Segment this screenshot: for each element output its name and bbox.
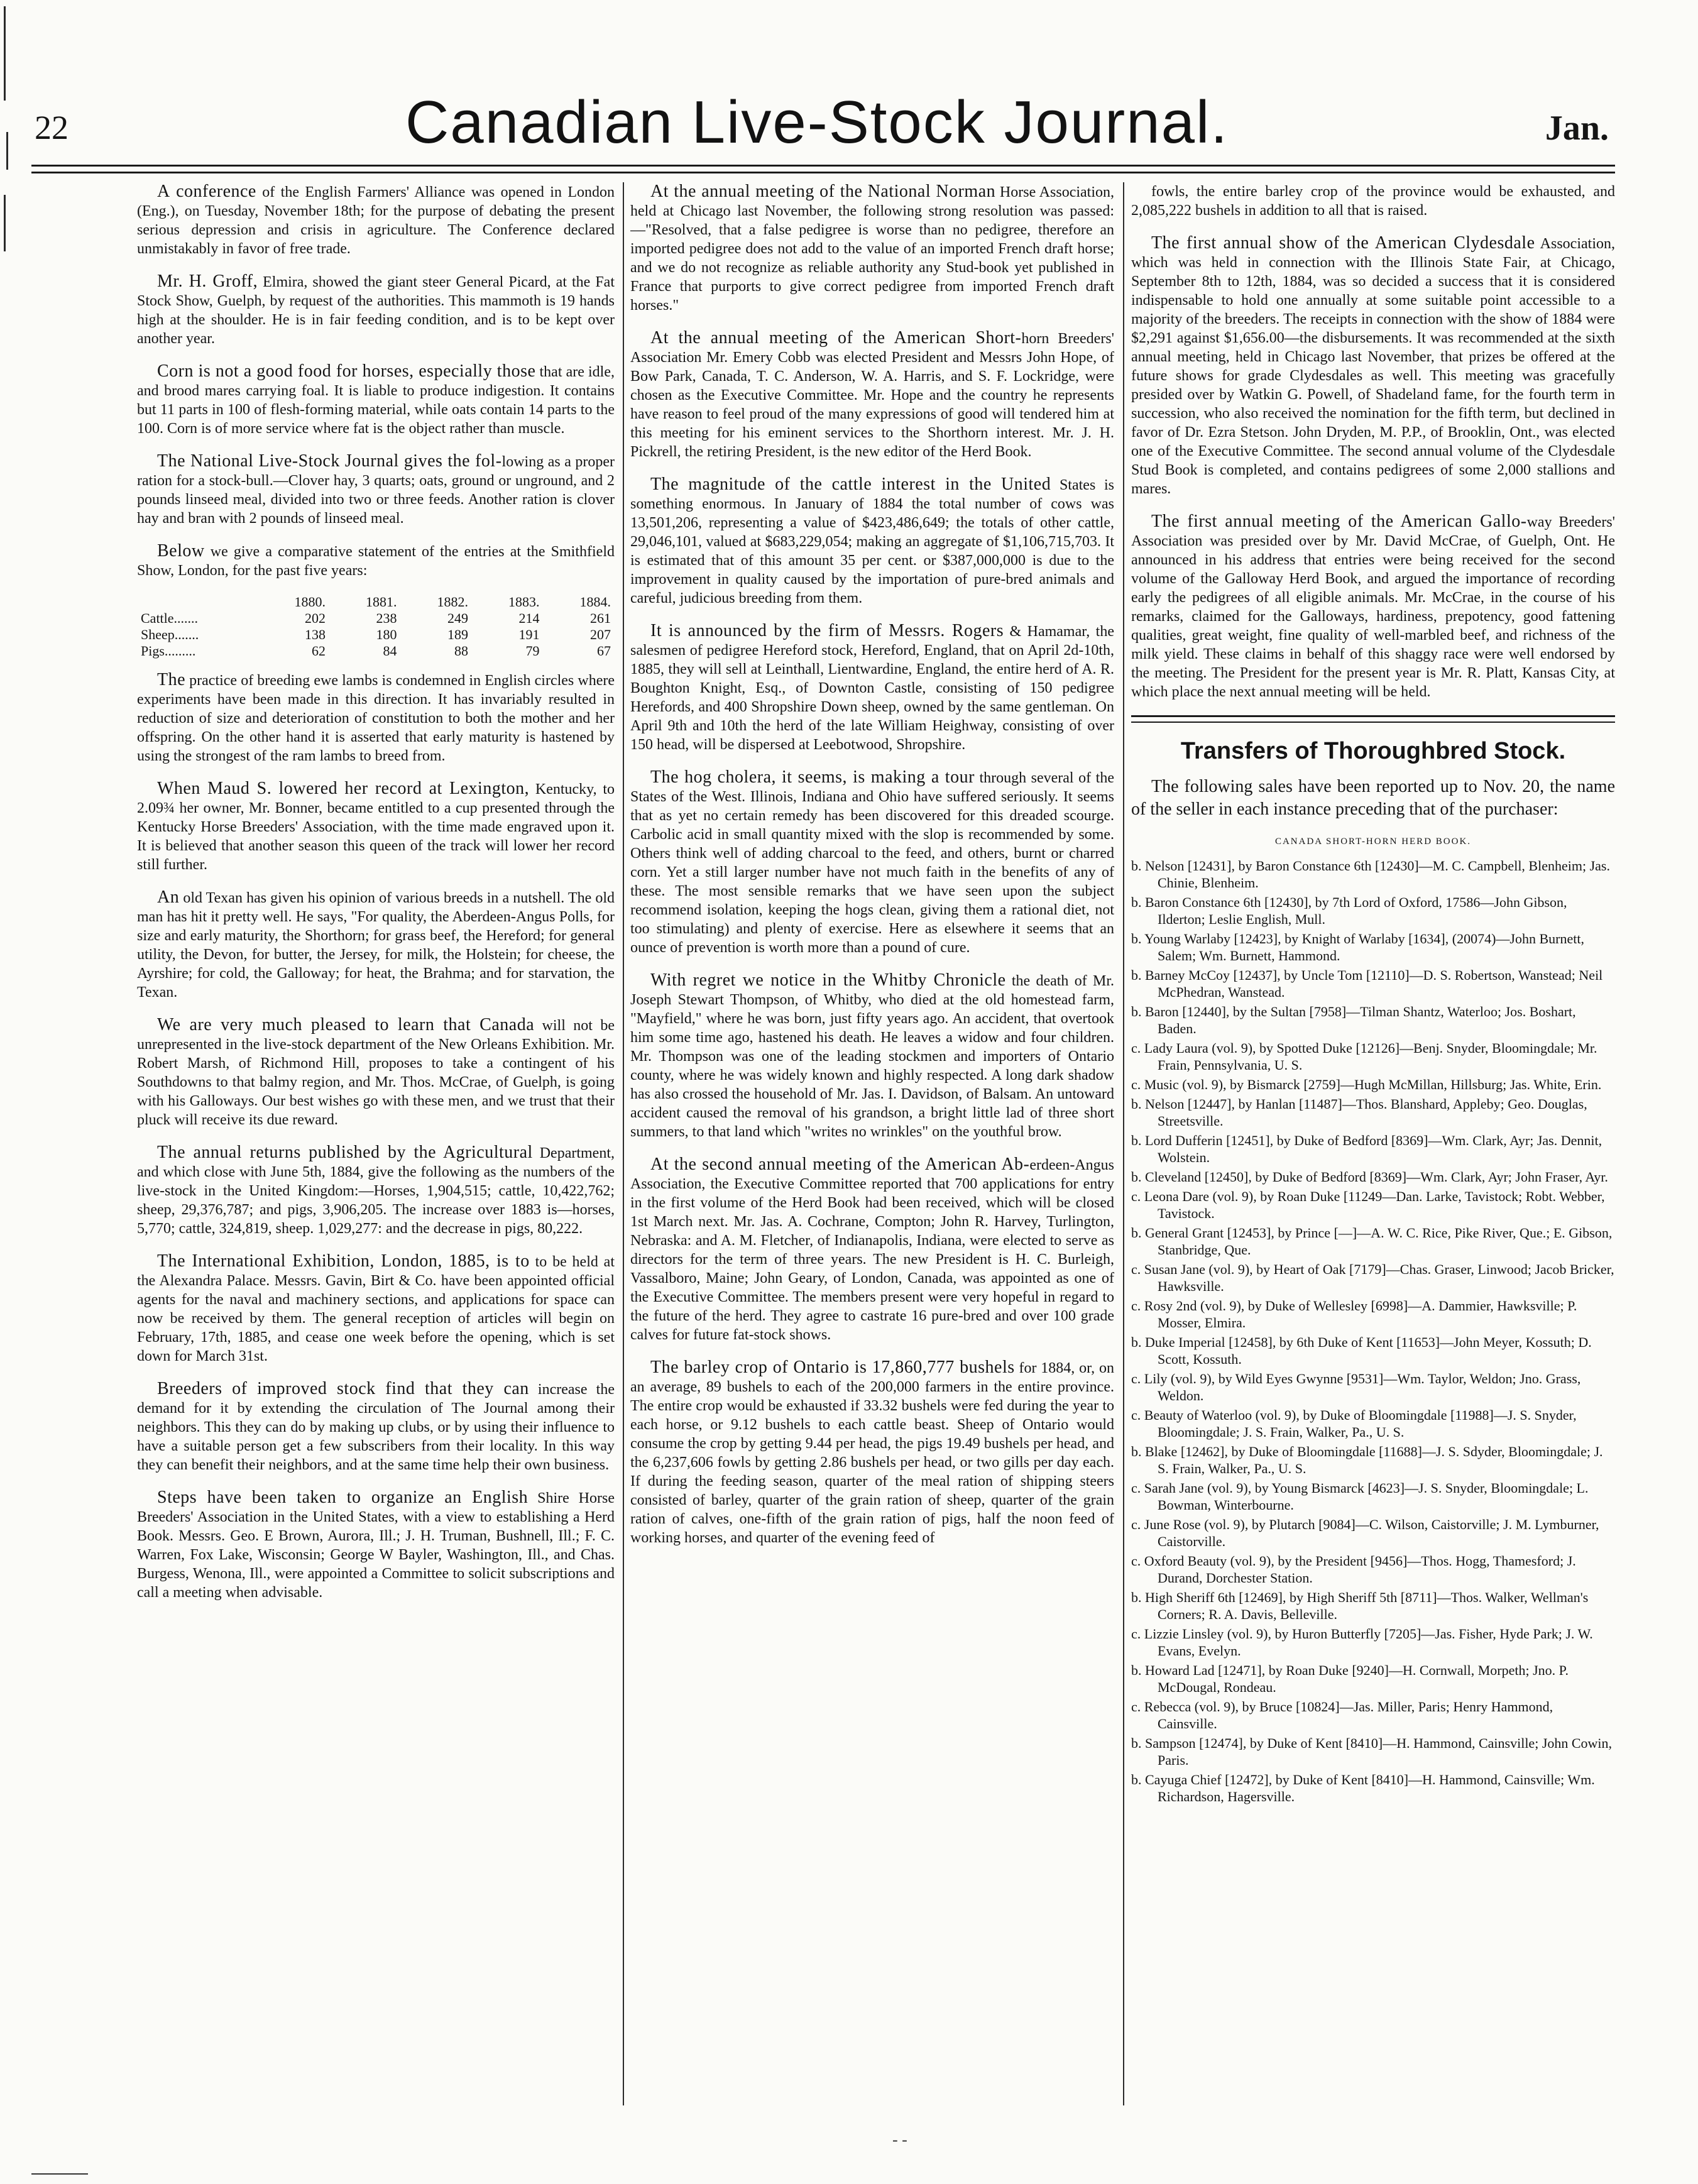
article-paragraph bbox=[137, 1380, 615, 1474]
paragraph-text: Association, which was held in connection with the Illinois State Fair, at Chicago, September 8th to 12th, 1884, was so decided a success that it is considered indispensable to hold one annually at some suitable point accessible to a majority of the breeders. The receipts in connection with the show of 1884 were $2,291 against $1,656.00—the disbursements. It was recommended at the sixth annual meeting, held in Chicago last November, that prizes be offered at the future shows for grade Clydesdales as well. This meeting was gracefully presided over by Watkin G. Powell, of Shadeland fame, for the fourth term in succession, who also received the nomination for the fifth term, but declined in favor of Dr. Ezra Stetson. John Dryden, M. P.P., of Brooklin, Ont., was elected one of the Executive Committee. The second annual volume of the Clydesdale Stud Book is completed, and contains pedigrees of some 2,000 stallions and mares. bbox=[1131, 236, 1615, 497]
header-rule bbox=[31, 165, 1615, 173]
transfer-entry: b. Nelson [12431], by Baron Constance 6th [12430]—M. C. Campbell, Blenheim; Jas. Chinie, Blenheim. bbox=[1131, 858, 1610, 891]
table-cell: 67 bbox=[597, 643, 611, 659]
article-list bbox=[137, 182, 615, 580]
section-rule bbox=[1131, 715, 1615, 723]
article-paragraph bbox=[630, 971, 1114, 1141]
article-paragraph bbox=[630, 1358, 1114, 1547]
paragraph-text: Department, and which close with June 5th, 1884, give the following as the numbers of the live-stock in the United Kingdom:—Horses, 1,904,515; cattle, 10,422,762; sheep, 29,376,787; and pigs, 3,906,205. The increase over 1883 is—horses, 5,770; cattle, 324,819, sheep. 1,029,277: and the decrease in pigs, 80,222. bbox=[137, 1145, 615, 1237]
paragraph-lead: The hog cholera, it seems, is making a tour bbox=[650, 767, 975, 787]
article-paragraph bbox=[137, 452, 615, 528]
table-cell: 88 bbox=[454, 643, 468, 659]
paragraph-text: of the English Farmers' Alliance was opened in London (Eng.), on Tuesday, November 18th; for the purpose of debating the present serious depression and crisis in agriculture. The Conference declared unmistakably in favor of free trade. bbox=[137, 184, 615, 257]
transfer-entry: c. Oxford Beauty (vol. 9), by the President [9456]—Thos. Hogg, Thamesford; J. Durand, Dorchester Station. bbox=[1131, 1553, 1576, 1586]
stats-table bbox=[137, 594, 615, 659]
smithfield-table bbox=[137, 594, 615, 659]
page-number: 22 bbox=[35, 109, 68, 146]
paragraph-lead: The first annual meeting of the American Gallo- bbox=[1151, 512, 1527, 531]
paragraph-text: we give a comparative statement of the entries at the Smithfield Show, London, for the past five years: bbox=[137, 544, 615, 579]
table-cell: 249 bbox=[447, 610, 468, 626]
transfer-entry: c. Rosy 2nd (vol. 9), by Duke of Wellesley [6998]—A. Dammier, Hawksville; P. Mosser, Elmira. bbox=[1131, 1298, 1577, 1331]
article-paragraph bbox=[630, 329, 1114, 461]
table-row bbox=[137, 627, 615, 643]
paragraph-text: way Breeders' Association was presided over by Mr. David McCrae, of Guelph, Ont. He announced in his address that entries were being received for the second volume of the Galloway Herd Book, and argued the importance of recording early the pedigrees of all eligible animals. Mr. McCrae, in the course of his remarks, claimed for the Galloways, hardiness, prepotency, good fattening qualities, great weight, fine quality of well-marbled beef, and richness of the milk yield. These claims in behalf of this shaggy race were well endorsed by the meeting. The President for the present year is Mr. R. Platt, Kansas City, at which place the next annual meeting will be held. bbox=[1131, 514, 1615, 700]
issue-month: Jan. bbox=[1545, 109, 1609, 148]
table-row bbox=[137, 610, 615, 627]
paragraph-lead: The International Exhibition, London, 1885, is to bbox=[157, 1251, 530, 1271]
article-paragraph bbox=[1131, 234, 1615, 498]
article-list bbox=[137, 671, 615, 1602]
paragraph-text: through several of the States of the West. Illinois, Indiana and Ohio have suffered seriously. It seems that as yet no certain remedy has been discovered for this dreaded scourge. Carbolic acid in small quantity mixed with the slop is recommended by some. Others think well of adding charcoal to the feed, and others, burnt or charred corn. Yet a still larger number have not much faith in the benefits of any of these. The most sensible remarks that we have seen upon the subject recommend isolation, keeping the hogs clean, giving them a rational diet, not too stimulating) and plenty of exercise. Here as elsewhere it seems that an ounce of prevention is worth more than a pound of cure. bbox=[630, 770, 1114, 956]
table-corner bbox=[137, 594, 258, 610]
transfer-entry: b. Young Warlaby [12423], by Knight of Warlaby [1634], (20074)—John Burnett, Salem; Wm. Burnett, Hammond. bbox=[1131, 931, 1584, 963]
table-cell: 261 bbox=[590, 610, 611, 626]
paragraph-lead: The bbox=[157, 670, 186, 689]
table-cell: 207 bbox=[590, 627, 611, 642]
transfers-title: Transfers of Thoroughbred Stock. bbox=[1180, 738, 1566, 764]
paragraph-text: to be held at the Alexandra Palace. Messrs. Gavin, Birt & Co. have been appointed official agents for the naval and machinery sections, and applications for space can now be received by them. The general reception of articles will begin on February, 17th, 1885, and cease one week before the opening, which is set down for March 31st. bbox=[137, 1254, 615, 1364]
scan-edge-mark bbox=[4, 195, 6, 251]
transfer-entry: c. Sarah Jane (vol. 9), by Young Bismarck [4623]—J. S. Snyder, Bloomingdale; L. Bowman, Winterbourne. bbox=[1131, 1480, 1589, 1513]
paragraph-lead: An bbox=[157, 887, 180, 907]
article-paragraph bbox=[1131, 182, 1615, 220]
paragraph-text: will not be unrepresented in the live-stock department of the New Orleans Exhibition. Mr. Robert Marsh, of Richmond Hill, proposes to take a contingent of his Southdowns to that balmy region, and Mr. Thos. McCrae, of Guelph, is going with his Galloways. Our best wishes go with these men, and we trust that their pluck will receive its due reward. bbox=[137, 1018, 615, 1128]
article-list bbox=[1131, 182, 1615, 701]
paragraph-lead: A conference bbox=[157, 182, 256, 201]
transfer-entry: b. Blake [12462], by Duke of Bloomingdale [11688]—J. S. Sdyder, Bloomingdale; J. S. Frain, Walker, Pa., U. S. bbox=[1131, 1444, 1603, 1476]
paragraph-lead: The annual returns published by the Agricultural bbox=[157, 1143, 533, 1162]
paragraph-lead: The National Live-Stock Journal gives the fol- bbox=[157, 451, 502, 471]
transfer-entry: b. Duke Imperial [12458], by 6th Duke of Kent [11653]—John Meyer, Kossuth; D. Scott, Kossuth. bbox=[1131, 1334, 1592, 1367]
transfer-entry: c. Lizzie Linsley (vol. 9), by Huron Butterfly [7205]—Jas. Fisher, Hyde Park; J. W. Evans, Evelyn. bbox=[1131, 1626, 1593, 1659]
transfer-entry: b. Baron Constance 6th [12430], by 7th Lord of Oxford, 17586—John Gibson, Ilderton; Leslie English, Mull. bbox=[1131, 894, 1567, 927]
paragraph-text: horn Breeders' Association Mr. Emery Cobb was elected President and Messrs John Hope, of Bow Park, Canada, T. C. Anderson, W. A. Harris, and S. F. Lockridge, were chosen as the Executive Committee. Mr. Hope and the country he represents have reason to feel proud of the many expressions of good will tendered him at this meeting for his eminent services to the Shorthorn interest. Mr. J. H. Pickrell, the retiring President, is the new editor of the Herd Book. bbox=[630, 331, 1114, 460]
table-cell: 180 bbox=[376, 627, 397, 642]
transfer-entry: c. Music (vol. 9), by Bismarck [2759]—Hugh McMillan, Hillsburg; Jas. White, Erin. bbox=[1131, 1077, 1602, 1092]
article-paragraph bbox=[137, 1488, 615, 1602]
paragraph-lead: It is announced by the firm of Messrs. Rogers bbox=[650, 621, 1004, 640]
transfer-entry: b. General Grant [12453], by Prince [—]—A. W. C. Rice, Pike River, Que.; E. Gibson, Stanbridge, Que. bbox=[1131, 1225, 1613, 1258]
transfer-entry: b. High Sheriff 6th [12469], by High Sheriff 5th [8711]—Thos. Walker, Wellman's Corners; R. A. Davis, Belleville. bbox=[1131, 1589, 1589, 1622]
print-smudge: - - bbox=[892, 2131, 907, 2149]
article-paragraph bbox=[137, 182, 615, 258]
table-cell: 238 bbox=[376, 610, 397, 626]
column-rule bbox=[623, 182, 624, 2105]
paragraph-lead: At the second annual meeting of the American Ab- bbox=[650, 1155, 1030, 1174]
paragraph-text: lowing as a proper ration for a stock-bull.—Clover hay, 3 quarts; oats, ground or unground, and 2 pounds linseed meal, divided into two or three feeds. Another ration is clover hay and bran with 2 pounds of linseed meal. bbox=[137, 454, 615, 527]
article-paragraph bbox=[137, 1016, 615, 1129]
article-paragraph bbox=[137, 779, 615, 874]
paragraph-text: increase the demand for it by extending the circulation of The Journal among their neighbors. This they can do by making up clubs, or by using their influence to have a suitable person get a few subscribers from their locality. In this way they can benefit their neighbors, and at the same time help their own business. bbox=[137, 1381, 615, 1473]
table-cell: 84 bbox=[383, 643, 397, 659]
paragraph-lead: The barley crop of Ontario is 17,860,777 bushels bbox=[650, 1358, 1015, 1377]
paragraph-lead: Breeders of improved stock find that they can bbox=[157, 1379, 529, 1398]
journal-title: Canadian Live-Stock Journal. bbox=[405, 89, 1229, 156]
transfer-entry: c. Lady Laura (vol. 9), by Spotted Duke [12126]—Benj. Snyder, Bloomingdale; Mr. Frain, Pennsylvania, U. S. bbox=[1131, 1040, 1597, 1073]
article-paragraph bbox=[137, 888, 615, 1002]
paragraph-text: Elmira, showed the giant steer General Picard, at the Fat Stock Show, Guelph, by request of the authorities. This mammoth is 19 hands high at the shoulder. He is in fair feeding condition, and is to be kept over another year. bbox=[137, 274, 615, 347]
transfers-intro: The following sales have been reported up to Nov. 20, the name of the seller in each instance preceding that of the purchaser: bbox=[1131, 777, 1615, 819]
herd-book-subhead: CANADA SHORT-HORN HERD BOOK. bbox=[1274, 837, 1472, 847]
table-cell: 191 bbox=[518, 627, 540, 642]
paragraph-text: fowls, the entire barley crop of the province would be exhausted, and 2,085,222 bushels in addition to all that is raised. bbox=[1131, 184, 1615, 219]
paragraph-lead: The first annual show of the American Clydesdale bbox=[1151, 233, 1535, 253]
footer-rule bbox=[31, 2173, 88, 2175]
table-cell: 138 bbox=[304, 627, 326, 642]
transfer-entry: c. Susan Jane (vol. 9), by Heart of Oak [7179]—Chas. Graser, Linwood; Jacob Bricker, Hawksville. bbox=[1131, 1261, 1614, 1294]
paragraph-lead: Below bbox=[157, 541, 205, 561]
paragraph-lead: At the annual meeting of the National Norman bbox=[650, 182, 996, 201]
year-header: 1882. bbox=[437, 594, 468, 610]
paragraph-text: old Texan has given his opinion of various breeds in a nutshell. The old man has hit it pretty well. He says, "For quality, the Aberdeen-Angus Polls, for size and early maturity, the Shorthorn; for grass beef, the Hereford; for general utility, the Devon, for butter, the Jersey, for milk, the Holstein; for cheese, the Ayrshire; for cold, the Galloway; for heat, the Brahma; and for starvation, the Texan. bbox=[137, 890, 615, 1001]
paragraph-text: for 1884, or, on an average, 89 bushels to each of the 200,000 farmers in the entire province. The entire crop would be exhausted if 33.32 bushels were fed during the year to each horse, or 9.12 bushels to each cattle beast. Sheep of Ontario would consume the crop by getting 9.44 per head, the pigs 19.49 bushels per head, and the 6,237,606 fowls by getting 2.86 bushels per head, or two gills per day each. If during the feeding season, quarter of the meal ration of shipping steers consisted of barley, quarter of the grain ration of sheep, quarter of the grain ration of calves, one-fifth of the grain ration of pigs, half the noon feed of working horses, and quarter of the evening feed of bbox=[630, 1360, 1114, 1546]
paragraph-lead: With regret we notice in the Whitby Chronicle bbox=[650, 970, 1006, 990]
article-paragraph bbox=[630, 622, 1114, 754]
article-paragraph bbox=[1131, 512, 1615, 701]
column-left bbox=[137, 182, 615, 2087]
article-paragraph bbox=[137, 1252, 615, 1366]
transfer-entry: c. Leona Dare (vol. 9), by Roan Duke [11249—Dan. Larke, Tavistock; Robt. Webber, Tavistock. bbox=[1131, 1188, 1605, 1221]
paragraph-text: erdeen-Angus Association, the Executive Committee reported that 700 applications for entry in the first volume of the Herd Book had been received, which will be closed 1st March next. Mr. Jas. A. Cochrane, Compton; John R. Harvey, Turlington, Nebraska: and A. M. Fletcher, of Indianapolis, Indiana, were elected to serve as directors for the term of three years. The new President is H. C. Burleigh, Vassalboro, Maine; John Geary, of London, Canada, was appointed as one of the Executive Committee. The members present were very hopeful in regard to the future of the herd. They agree to castrate 16 pure-bred and over 100 grade calves for future fat-stock shows. bbox=[630, 1157, 1114, 1343]
column-middle bbox=[630, 182, 1114, 2087]
article-list bbox=[630, 182, 1114, 1547]
column-right bbox=[1131, 182, 1615, 2087]
article-paragraph bbox=[137, 1143, 615, 1238]
row-label: Cattle....... bbox=[141, 610, 199, 626]
table-cell: 79 bbox=[525, 643, 540, 659]
paragraph-lead: At the annual meeting of the American Short- bbox=[650, 328, 1022, 348]
paragraph-text: Shire Horse Breeders' Association in the United States, with a view to establishing a Herd Book. Messrs. Geo. E Brown, Aurora, Ill.; J. H. Truman, Bushnell, Ill.; F. C. Warren, Fox Lake, Wisconsin; George W Bayler, Washington, Ill., and Chas. Burgess, Wenona, Ill., were appointed a Committee to solicit subscriptions and call a meeting when advisable. bbox=[137, 1490, 615, 1601]
table-cell: 189 bbox=[447, 627, 468, 642]
year-header: 1881. bbox=[365, 594, 397, 610]
transfer-entry: c. Beauty of Waterloo (vol. 9), by Duke of Bloomingdale [11988]—J. S. Snyder, Bloomingdale; J. S. Frain, Walker, Pa., U. S. bbox=[1131, 1407, 1577, 1440]
paragraph-text: Kentucky, to 2.09¾ her owner, Mr. Bonner, became entitled to a cup presented through the Kentucky Horse Breeders' Association, with the time made engraved upon it. It is believed that another season this queen of the track will lower her record still further. bbox=[137, 781, 615, 873]
transfer-entry: c. Lily (vol. 9), by Wild Eyes Gwynne [9531]—Wm. Taylor, Weldon; Jno. Grass, Weldon. bbox=[1131, 1371, 1581, 1403]
paragraph-text: & Hamamar, the salesmen of pedigree Hereford stock, Hereford, England, that on April 2d-10th, 1885, they will sell at Leinthall, Lientwardine, England, the entire herd of A. R. Boughton Knight, Esq., of Downton Castle, consisting of 150 pedigree Herefords, and 400 Shropshire Down sheep, owned by the same gentleman. On April 9th and 10th the herd of the late William Heighway, consisting of over 150 head, will be dispersed at Leebotwood, Shropshire. bbox=[630, 623, 1114, 753]
page-header bbox=[25, 89, 1609, 156]
transfer-entry: b. Cleveland [12450], by Duke of Bedford [8369]—Wm. Clark, Ayr; John Fraser, Ayr. bbox=[1131, 1169, 1608, 1185]
column-rule bbox=[1123, 182, 1124, 2105]
article-paragraph bbox=[137, 362, 615, 438]
paragraph-text: that are idle, and brood mares carrying foal. It is liable to produce indigestion. It contains but 11 parts in 100 of flesh-forming material, while oats contain 14 parts to the 100. Corn is of more service where fat is the object rather than muscle. bbox=[137, 364, 615, 437]
paragraph-lead: Mr. H. Groff, bbox=[157, 272, 258, 291]
article-paragraph bbox=[630, 475, 1114, 608]
paragraph-text: Horse Association, held at Chicago last November, the following strong resolution was passed:—"Resolved, that a false pedigree is worse than no pedigree, therefore an imported pedigree does not add to the value of an imported French draft horse; and we do not recognize as reliable authority any Stud-book yet published in France that purports to give correct pedigree from imported French draft horses." bbox=[630, 184, 1114, 314]
scan-edge-mark bbox=[6, 132, 8, 170]
transfer-entry: c. Rebecca (vol. 9), by Bruce [10824]—Jas. Miller, Paris; Henry Hammond, Cainsville. bbox=[1131, 1699, 1553, 1731]
table-cell: 202 bbox=[304, 610, 326, 626]
paragraph-lead: The magnitude of the cattle interest in the United bbox=[650, 475, 1051, 494]
transfer-list bbox=[1131, 857, 1615, 1805]
transfer-entry: b. Cayuga Chief [12472], by Duke of Kent [8410]—H. Hammond, Cainsville; Wm. Richardson, Hagersville. bbox=[1131, 1772, 1595, 1804]
paragraph-lead: We are very much pleased to learn that Canada bbox=[157, 1015, 535, 1034]
paragraph-lead: Steps have been taken to organize an English bbox=[157, 1488, 529, 1507]
transfer-entry: b. Barney McCoy [12437], by Uncle Tom [12110]—D. S. Robertson, Wanstead; Neil McPhedran, Wanstead. bbox=[1131, 967, 1603, 1000]
table-cell: 62 bbox=[311, 643, 326, 659]
article-paragraph bbox=[630, 768, 1114, 957]
row-label: Sheep....... bbox=[141, 627, 199, 642]
paragraph-text: States is something enormous. In January of 1884 the total number of cows was 13,501,206, representing a value of $423,486,649; the totals of other cattle, 29,046,101, valued at $683,229,054; making an aggregate of $1,106,715,703. It is estimated that of this amount 35 per cent. or $387,000,000 is due to the improvement in quality caused by the importation of pure-bred animals and careful, judicious breeding from them. bbox=[630, 477, 1114, 606]
article-paragraph bbox=[137, 542, 615, 580]
row-label: Pigs......... bbox=[141, 643, 196, 659]
transfer-entry: c. June Rose (vol. 9), by Plutarch [9084]—C. Wilson, Caistorville; J. M. Lymburner, Caistorville. bbox=[1131, 1517, 1599, 1549]
article-paragraph bbox=[137, 671, 615, 765]
transfer-entry: b. Lord Dufferin [12451], by Duke of Bedford [8369]—Wm. Clark, Ayr; Jas. Dennit, Wolstein. bbox=[1131, 1133, 1602, 1165]
transfer-entry: b. Howard Lad [12471], by Roan Duke [9240]—H. Cornwall, Morpeth; Jno. P. McDougal, Rondeau. bbox=[1131, 1662, 1569, 1695]
transfer-entry: b. Nelson [12447], by Hanlan [11487]—Thos. Blanshard, Appleby; Geo. Douglas, Streetsville. bbox=[1131, 1096, 1587, 1129]
article-paragraph bbox=[630, 1155, 1114, 1344]
table-cell: 214 bbox=[518, 610, 540, 626]
year-header: 1884. bbox=[579, 594, 611, 610]
article-paragraph bbox=[630, 182, 1114, 315]
scan-edge-mark bbox=[4, 6, 6, 101]
paragraph-lead: When Maud S. lowered her record at Lexington, bbox=[157, 779, 530, 798]
paragraph-lead: Corn is not a good food for horses, especially those bbox=[157, 361, 536, 381]
table-row bbox=[137, 643, 615, 659]
article-paragraph bbox=[137, 272, 615, 348]
table-header-row bbox=[137, 594, 615, 610]
year-header: 1880. bbox=[294, 594, 326, 610]
transfer-entry: b. Baron [12440], by the Sultan [7958]—Tilman Shantz, Waterloo; Jos. Boshart, Baden. bbox=[1131, 1004, 1576, 1036]
paragraph-text: practice of breeding ewe lambs is condemned in English circles where experiments have been made in this direction. It has invariably resulted in reduction of size and deterioration of constitution to both the mother and her offspring. On the other hand it is asserted that early maturity is hastened by using the strongest of the ram lambs to breed from. bbox=[137, 672, 615, 764]
paragraph-text: the death of Mr. Joseph Stewart Thompson, of Whitby, who died at the old homestead farm, "Mayfield," where he was born, just fifty years ago. An accident, that overtook him some time ago, hastened his death. He leaves a widow and four children. Mr. Thompson was one of the leading stockmen and importers of Ontario county, where he was widely known and highly respected. A long dark shadow has also crossed the household of Mr. Jas. I. Davidson, of Balsam. An untoward accident caused the removal of his grandson, a bright little lad of three short summers, to that land which "writes no wrinkles" on the youthful brow. bbox=[630, 973, 1114, 1140]
year-header: 1883. bbox=[508, 594, 540, 610]
transfer-entry: b. Sampson [12474], by Duke of Kent [8410]—H. Hammond, Cainsville; John Cowin, Paris. bbox=[1131, 1735, 1613, 1768]
